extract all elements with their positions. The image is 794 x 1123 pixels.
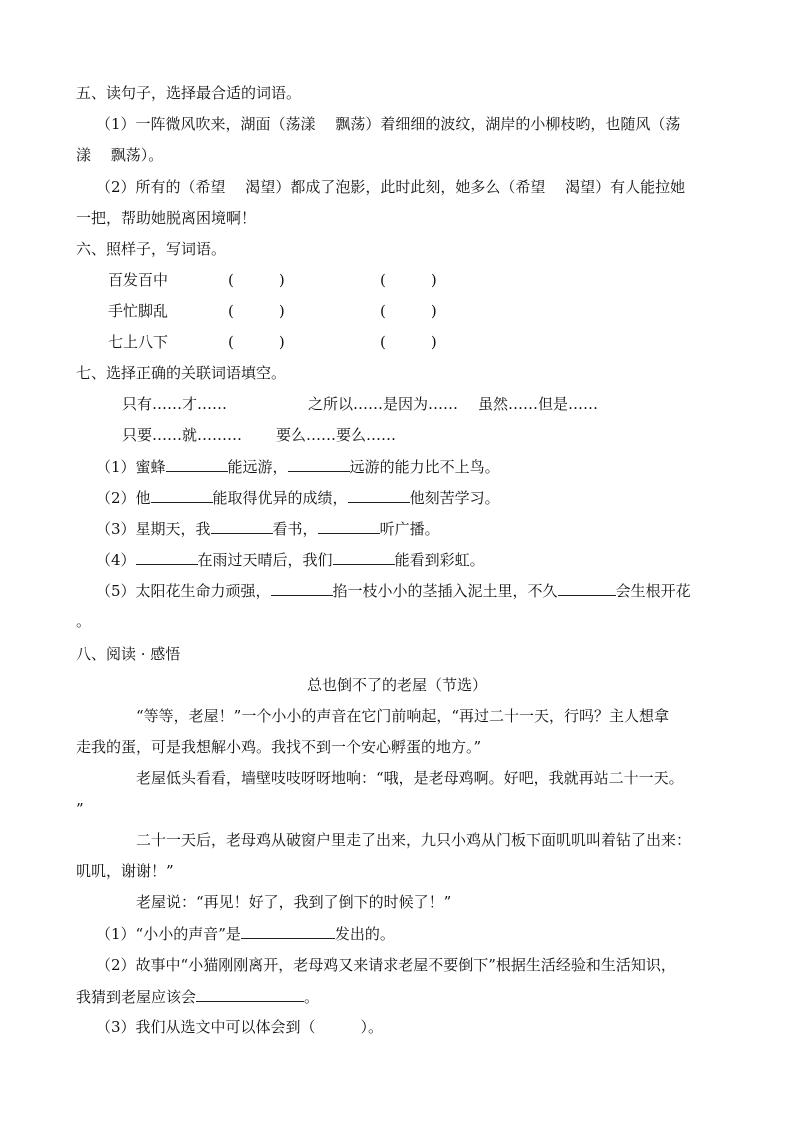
passage-p2-line-1: 老屋低头看看，墙壁吱吱呀呀地响：“哦，是老母鸡啊。好吧，我就再站二十一天。 (136, 769, 684, 787)
s6-answer-paren: ( ) (380, 302, 437, 320)
s6-answer-paren: ( ) (380, 333, 437, 351)
s6-answer-paren: ( ) (228, 302, 285, 320)
s5-question-1-line-1: （1）一阵微风吹来，湖面（荡漾 飘荡）着细细的波纹，湖岸的小柳枝哟，也随风（荡 (96, 115, 681, 133)
answer-blank[interactable] (166, 456, 228, 472)
s7-option-1: 只有……才…… (122, 395, 228, 413)
passage-p3-line-1: 二十一天后，老母鸡从破窗户里走了出来，九只小鸡从门板下面叽叽叫着钻了出来： (136, 831, 692, 849)
passage-p1-line-1: “等等，老屋！”一个小小的声音在它门前响起，“再过二十一天，行吗？主人想拿 (136, 707, 670, 725)
section-6-heading: 六、照样子，写词语。 (76, 240, 227, 258)
s7-option-4: 只要……就……… (122, 426, 243, 444)
s7-question-3: （3）星期天，我 看书， 听广播。 (96, 520, 440, 538)
s6-answer-paren: ( ) (228, 271, 285, 289)
passage-p1-line-2: 走我的蛋，可是我想解小鸡。我找不到一个安心孵蛋的地方。” (76, 738, 482, 756)
answer-blank[interactable] (288, 456, 350, 472)
s8-question-2-line-2: 我猜到老屋应该会 。 (76, 988, 320, 1006)
answer-blank[interactable] (136, 549, 198, 565)
s7-option-5: 要么……要么…… (276, 426, 397, 444)
passage-p3-line-2: 叽叽，谢谢！” (76, 862, 174, 880)
s6-example-word-3: 七上八下 (108, 333, 169, 351)
section-8-heading: 八、阅读 · 感悟 (76, 645, 181, 663)
answer-blank[interactable] (333, 549, 395, 565)
answer-blank[interactable] (558, 580, 616, 596)
answer-blank[interactable] (318, 518, 380, 534)
s6-example-word-2: 手忙脚乱 (108, 302, 169, 320)
answer-blank[interactable] (348, 487, 410, 503)
s7-option-3: 虽然……但是…… (478, 395, 599, 413)
s5-question-1-line-2: 漾 飘荡）。 (76, 146, 164, 164)
s7-question-5: （5）太阳花生命力顽强， 掐一枝小小的茎插入泥土里，不久 会生根开花 (96, 582, 691, 600)
passage-p2-line-2: ” (76, 800, 84, 818)
s6-answer-paren: ( ) (228, 333, 285, 351)
s8-question-1: （1）“小小的声音”是 发出的。 (96, 925, 395, 943)
s7-question-5-end: 。 (76, 612, 92, 630)
s7-question-4: （4） 在雨过天晴后，我们 能看到彩虹。 (96, 551, 485, 569)
section-5-heading: 五、读句子，选择最合适的词语。 (76, 84, 302, 102)
s7-question-2: （2）他 能取得优异的成绩， 他刻苦学习。 (96, 489, 500, 507)
answer-blank[interactable] (241, 923, 335, 939)
s6-answer-paren: ( ) (380, 271, 437, 289)
answer-blank[interactable] (211, 518, 273, 534)
s5-question-2-line-2: 一把，帮助她脱离困境啊！ (76, 209, 257, 227)
s5-question-2-line-1: （2）所有的（希望 渴望）都成了泡影，此时此刻，她多么（希望 渴望）有人能拉她 (96, 178, 686, 196)
answer-blank[interactable] (196, 986, 304, 1002)
passage-title: 总也倒不了的老屋（节选） (306, 676, 487, 694)
answer-blank[interactable] (151, 487, 213, 503)
s6-example-word-1: 百发百中 (108, 271, 169, 289)
section-7-heading: 七、选择正确的关联词语填空。 (76, 364, 287, 382)
answer-blank[interactable] (271, 580, 333, 596)
s8-question-2-line-1: （2）故事中“小猫刚刚离开，老母鸡又来请求老屋不要倒下”根据生活经验和生活知识， (96, 956, 676, 974)
s7-question-1: （1）蜜蜂 能远游， 远游的能力比不上鸟。 (96, 458, 500, 476)
s8-question-3: （3）我们从选文中可以体会到（ ）。 (96, 1018, 384, 1036)
passage-p4: 老屋说：“再见！好了，我到了倒下的时候了！” (136, 893, 452, 911)
s7-option-2: 之所以……是因为…… (308, 395, 459, 413)
